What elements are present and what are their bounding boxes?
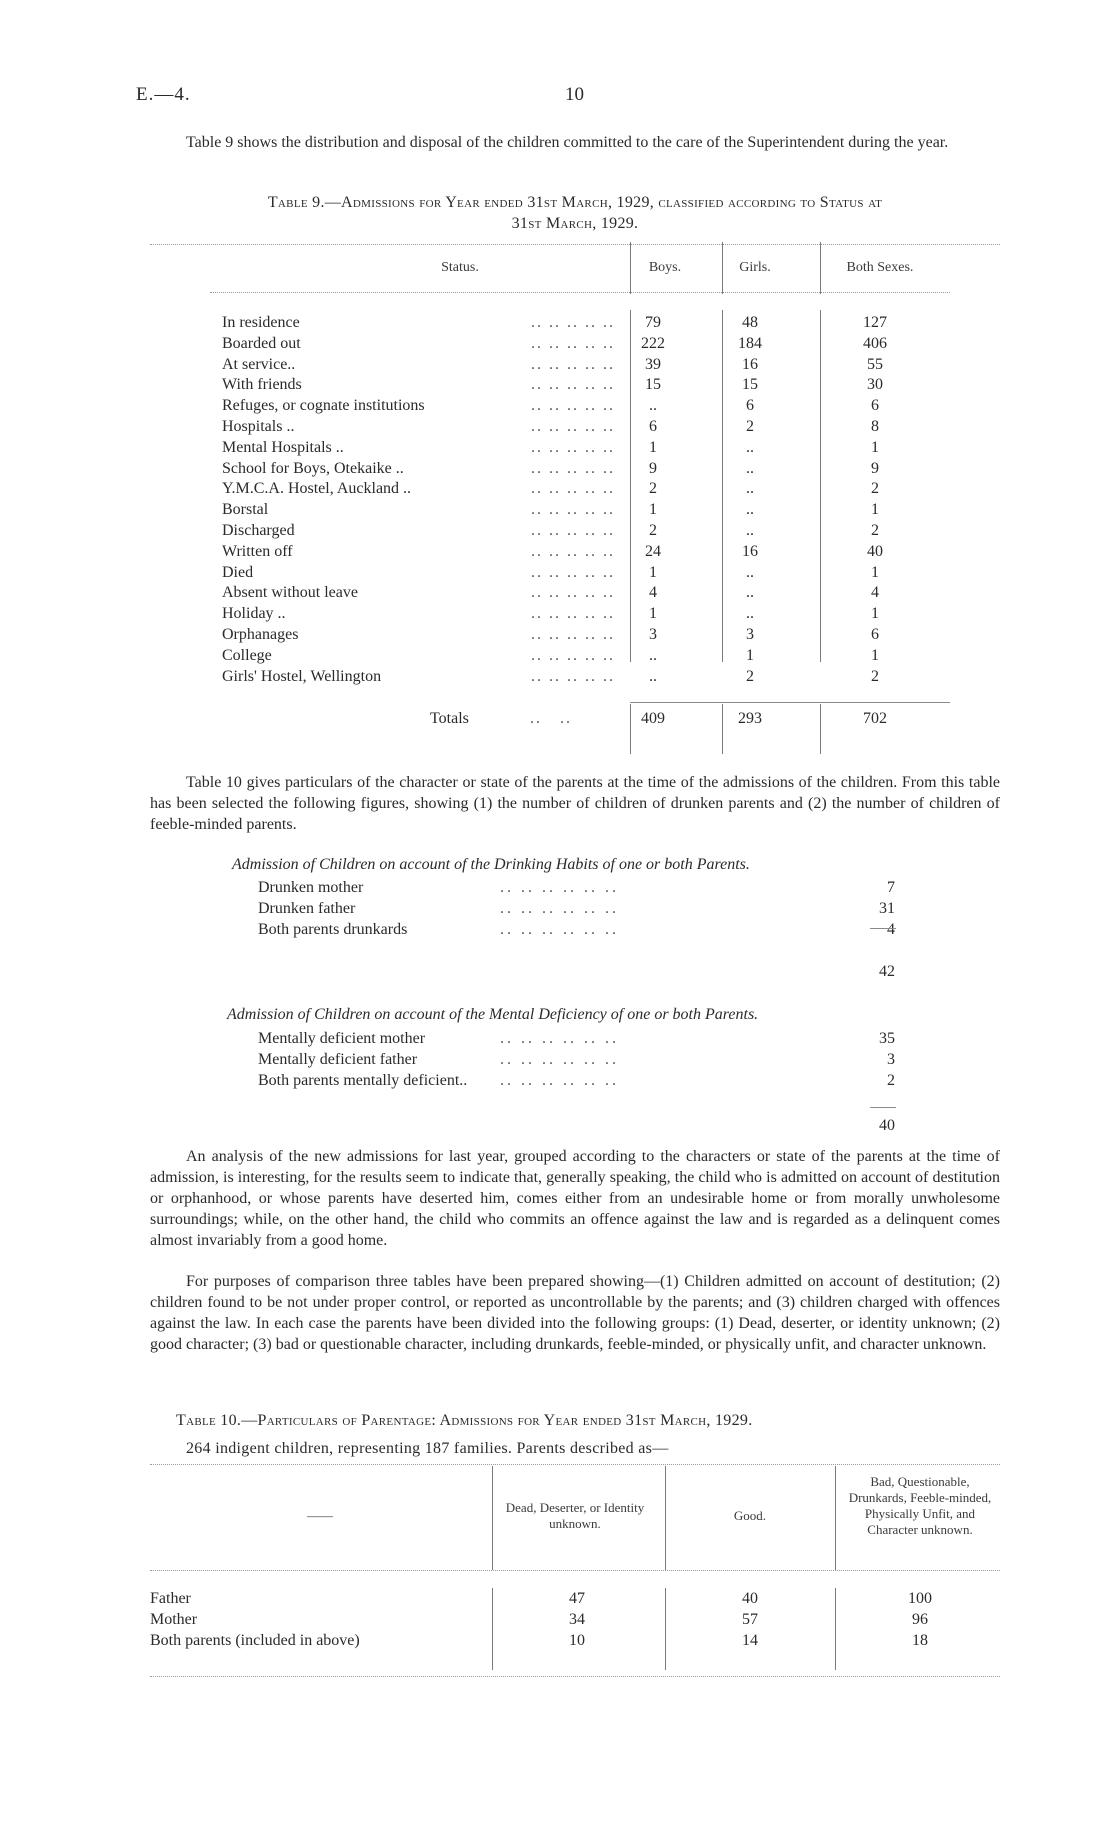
table9-cell-both: 2 (871, 667, 879, 685)
table9-cell-both: 40 (867, 542, 883, 560)
table9-cell-status: Girls' Hostel, Wellington (222, 667, 382, 685)
table10-vrule-2 (665, 1588, 666, 1670)
table9-header-boys: Boys. (648, 260, 682, 275)
drinking-row-label: Both parents drunkards (258, 921, 408, 938)
table9-cell-girls: 16 (742, 542, 758, 560)
drinking-row-leader: .. .. .. .. .. .. (500, 921, 619, 938)
table9-leader-dots: .. .. .. .. .. (531, 334, 615, 352)
table9-cell-status: Boarded out (222, 334, 301, 352)
table9-cell-both: 30 (867, 376, 883, 394)
table9-leader-dots: .. .. .. .. .. (531, 459, 615, 477)
table9-cell-both: 1 (871, 646, 879, 664)
table9-leader-dots: .. .. .. .. .. (531, 438, 615, 456)
table9-leader-dots: .. .. .. .. .. (531, 626, 615, 643)
table10-vrule-1 (492, 1588, 493, 1670)
table9-vrule-t2 (722, 704, 723, 754)
table9-cell-both: 8 (871, 418, 879, 435)
table9-row (150, 335, 1000, 356)
table9-cell-boys: 24 (645, 542, 661, 560)
table9-vrule-h3 (820, 242, 821, 294)
table9-cell-girls: 2 (746, 667, 754, 685)
table9-cell-girls: 15 (742, 376, 758, 394)
table10-cell-good: 40 (742, 1590, 758, 1607)
drinking-row-value: 31 (879, 900, 895, 917)
table9-totals-row (150, 710, 1000, 731)
table9-header-both: Both Sexes. (846, 260, 914, 275)
table9-cell-both: 55 (867, 355, 883, 373)
table9-leader-dots: .. .. .. .. .. (531, 563, 615, 581)
table9-cell-girls: 2 (746, 418, 754, 435)
table10-header-bad: Bad, Questionable, Drunkards, Feeble-minded, Physically Unfit, and Character unknown. (848, 1474, 992, 1537)
table9-leader-dots: .. .. .. .. .. (531, 584, 615, 602)
table9-cell-both: 406 (863, 334, 887, 352)
table9-cell-both: 1 (871, 563, 879, 581)
table9-cell-both: 6 (871, 397, 879, 415)
table9-leader-dots: .. .. .. .. .. (531, 314, 615, 331)
table9-row (150, 480, 1000, 501)
table9-vrule-t3 (820, 704, 821, 754)
table9-cell-girls: .. (746, 501, 754, 519)
table9-row (150, 460, 1000, 481)
drinking-title: Admission of Children on account of the Drinking Habits of one or both Parents. (232, 856, 750, 873)
table9-row (150, 584, 1000, 605)
table10-header-dead: Dead, Deserter, or Identity unknown. (505, 1500, 645, 1531)
table9-row (150, 605, 1000, 626)
table9-cell-boys: 1 (649, 605, 657, 623)
table9-totals-label: Totals (430, 710, 469, 727)
table10-cell-bad: 96 (912, 1611, 928, 1628)
mental-row-value: 3 (887, 1051, 895, 1068)
table9-row (150, 314, 1000, 335)
table10-intro-paragraph: Table 10 gives particulars of the character or state of the parents at the time of the admissions of the children. From this table has been selected the following figures, showing (1) the number of children of drunken parents and (2) the number of children of feeble-minded parents. (150, 774, 1000, 833)
drinking-row-value: 4 (887, 921, 895, 938)
mental-row-value: 2 (887, 1072, 895, 1089)
table9-cell-boys: .. (649, 667, 657, 685)
page-series-code: E.—4. (136, 84, 191, 105)
table9-cell-boys: 1 (649, 438, 657, 456)
table9-cell-status: Discharged (222, 522, 295, 539)
table9-cell-status: Mental Hospitals .. (222, 438, 344, 456)
table9-cell-status: Hospitals .. (222, 418, 295, 435)
table9-leader-dots: .. .. .. .. .. (531, 397, 615, 415)
table9-cell-both: 1 (871, 438, 879, 456)
table10-cell-dead: 34 (569, 1611, 585, 1628)
table9-cell-status: Refuges, or cognate institutions (222, 397, 425, 415)
table9-cell-girls: 6 (746, 397, 754, 415)
table9-cell-boys: 1 (649, 501, 657, 519)
table9-cell-both: 4 (871, 584, 879, 602)
table9-cell-girls: .. (746, 584, 754, 602)
table9-top-rule (150, 244, 1000, 245)
table9-cell-girls: .. (746, 522, 754, 539)
mental-total-rule (870, 1107, 896, 1108)
table9-row (150, 647, 1000, 668)
table9-leader-dots: .. .. .. .. .. (531, 376, 615, 394)
table10-vrule-3 (835, 1588, 836, 1670)
mental-row-label: Both parents mentally deficient.. (258, 1072, 468, 1089)
table10-caption: Table 10.—Particulars of Parentage: Admissions for Year ended 31st March, 1929. (176, 1412, 753, 1429)
table9-row (150, 668, 1000, 689)
mental-row-label: Mentally deficient father (258, 1051, 418, 1068)
table9-cell-status: College (222, 646, 272, 664)
table9-leader-dots: .. .. .. .. .. (531, 480, 615, 498)
table9-cell-status: Y.M.C.A. Hostel, Auckland .. (222, 480, 412, 498)
table9-cell-girls: 1 (746, 646, 754, 664)
table10-bottom-rule (150, 1676, 1000, 1677)
table9-leader-dots: .. .. .. .. .. (531, 522, 615, 539)
table9-cell-girls: 16 (742, 355, 758, 373)
table9-cell-girls: .. (746, 459, 754, 477)
analysis-paragraph-1: An analysis of the new admissions for last year, grouped according to the characters or state of the parents at the time of admission, is interesting, for the results seem to indicate that, generally speaking, the child who is admitted on account of destitution or orphanhood, or whose parents have deserted him, comes either from an undesirable home or from morally unwholesome surroundings; while, on the other hand, the child who commits an offence against the law and is regarded as a delinquent comes almost invariably from a good home. (150, 1148, 1000, 1249)
table9-leader-dots: .. .. .. .. .. (531, 355, 615, 373)
table9-vrule-t1 (630, 704, 631, 754)
table9-leader-dots: .. .. .. .. .. (531, 667, 615, 685)
table9-cell-both: 1 (871, 605, 879, 623)
table9-cell-status: Borstal (222, 501, 269, 519)
table10-cell-dead: 47 (569, 1590, 585, 1607)
table10-cell-good: 57 (742, 1611, 758, 1628)
table9-cell-both: 2 (871, 522, 879, 539)
mental-row-label: Mentally deficient mother (258, 1030, 426, 1047)
drinking-total-rule (870, 928, 896, 929)
table10-header-rule (150, 1570, 1000, 1571)
table9-row (150, 564, 1000, 585)
table10-cell-good: 14 (742, 1632, 758, 1649)
table9-cell-girls: 184 (738, 334, 762, 352)
table9-cell-girls: .. (746, 563, 754, 581)
table9-caption-line1: Table 9.—Admissions for Year ended 31st March, 1929, classified according to Status at (267, 194, 883, 211)
table9-cell-boys: 79 (645, 314, 661, 331)
table9-cell-girls: 48 (742, 314, 758, 331)
table9-totals-girls: 293 (738, 710, 762, 727)
table9-cell-boys: 222 (641, 334, 665, 352)
table9-cell-both: 127 (863, 314, 887, 331)
table9-cell-girls: 3 (746, 626, 754, 643)
table9-cell-both: 9 (871, 459, 879, 477)
table9-cell-status: In residence (222, 314, 300, 331)
page-number: 10 (565, 84, 584, 105)
table9-cell-boys: 9 (649, 459, 657, 477)
table9-cell-status: School for Boys, Otekaike .. (222, 459, 404, 477)
table9-vrule-h2 (722, 242, 723, 294)
table9-cell-status: Holiday .. (222, 605, 286, 623)
table10-vrule-h1 (492, 1466, 493, 1570)
table9-row (150, 543, 1000, 564)
table10-row-label: Both parents (included in above) (150, 1632, 360, 1649)
table9-cell-both: 2 (871, 480, 879, 498)
drinking-row-leader: .. .. .. .. .. .. (500, 900, 619, 917)
table10-subcaption: 264 indigent children, representing 187 families. Parents described as— (186, 1440, 669, 1457)
table9-cell-girls: .. (746, 605, 754, 623)
table9-cell-boys: 2 (649, 480, 657, 498)
drinking-row-leader: .. .. .. .. .. .. (500, 879, 619, 896)
table10-cell-dead: 10 (569, 1632, 585, 1649)
table9-cell-status: With friends (222, 376, 302, 394)
table9-cell-boys: 39 (645, 355, 661, 373)
table9-cell-status: At service.. (222, 355, 296, 373)
table10-row-label: Mother (150, 1611, 198, 1628)
table9-cell-status: Orphanages (222, 626, 299, 643)
table9-header-status: Status. (441, 260, 479, 275)
table10-top-rule (150, 1464, 1000, 1465)
table9-leader-dots: .. .. .. .. .. (531, 605, 615, 623)
table9-cell-status: Written off (222, 542, 293, 560)
analysis-paragraph-2: For purposes of comparison three tables have been prepared showing—(1) Children admitted on account of destitution; (2) children found to be not under proper control, or reported as uncontrollable by the parents; and (3) children charged with offences against the law. In each case the parents have been divided into the following groups: (1) Dead, deserter, or identity unknown; (2) good character; (3) bad or questionable character, including drunkards, feeble-minded, or physically unfit, and character unknown. (150, 1273, 1000, 1353)
mental-row-value: 35 (879, 1030, 895, 1047)
table10-cell-bad: 100 (908, 1590, 932, 1607)
drinking-row-label: Drunken mother (258, 879, 364, 896)
table9-totals-both: 702 (863, 710, 887, 727)
table9-leader-dots: .. .. .. .. .. (531, 542, 615, 560)
table9-cell-status: Died (222, 563, 254, 581)
table10-header-blank: —— (307, 1508, 333, 1523)
table9-totals-rule (630, 702, 950, 703)
drinking-total: 42 (879, 963, 895, 980)
mental-row-leader: .. .. .. .. .. .. (500, 1030, 619, 1047)
table10-vrule-h3 (835, 1466, 836, 1570)
table9-cell-both: 1 (871, 501, 879, 519)
table9-cell-boys: 1 (649, 563, 657, 581)
table9-header-rule (210, 292, 950, 293)
table9-cell-girls: .. (746, 438, 754, 456)
table9-totals-leader: .. .. (530, 710, 572, 727)
table9-cell-both: 6 (871, 626, 879, 643)
table10-row-label: Father (150, 1590, 191, 1607)
table9-cell-status: Absent without leave (222, 584, 358, 602)
table9-totals-boys: 409 (641, 710, 665, 727)
table10-vrule-h2 (665, 1466, 666, 1570)
table9-row (150, 418, 1000, 439)
table9-cell-boys: 3 (649, 626, 657, 643)
table9-cell-boys: .. (649, 646, 657, 664)
mental-total: 40 (879, 1117, 895, 1134)
table9-cell-boys: 6 (649, 418, 657, 435)
table9-row (150, 397, 1000, 418)
table9-cell-boys: .. (649, 397, 657, 415)
mental-title: Admission of Children on account of the Mental Deficiency of one or both Parents. (227, 1006, 759, 1023)
drinking-row-value: 7 (887, 879, 895, 896)
table9-leader-dots: .. .. .. .. .. (531, 418, 615, 435)
mental-row-leader: .. .. .. .. .. .. (500, 1051, 619, 1068)
table9-row (150, 501, 1000, 522)
table9-row (150, 522, 1000, 543)
table10-header-good: Good. (733, 1508, 767, 1523)
mental-row-leader: .. .. .. .. .. .. (500, 1072, 619, 1089)
table9-vrule-h1 (630, 242, 631, 294)
table9-cell-boys: 2 (649, 522, 657, 539)
drinking-row-label: Drunken father (258, 900, 356, 917)
table9-leader-dots: .. .. .. .. .. (531, 646, 615, 664)
table9-row (150, 439, 1000, 460)
table9-leader-dots: .. .. .. .. .. (531, 501, 615, 519)
intro-paragraph: Table 9 shows the distribution and disposal of the children committed to the care of the Superintendent during the year. (186, 134, 949, 151)
table9-cell-boys: 15 (645, 376, 661, 394)
table9-cell-girls: .. (746, 480, 754, 498)
table9-cell-boys: 4 (649, 584, 657, 602)
table9-row (150, 376, 1000, 397)
table9-header-girls: Girls. (739, 260, 771, 275)
table10-cell-bad: 18 (912, 1632, 928, 1649)
table9-row (150, 626, 1000, 647)
table9-row (150, 356, 1000, 377)
table9-caption-line2: 31st March, 1929. (511, 215, 639, 232)
